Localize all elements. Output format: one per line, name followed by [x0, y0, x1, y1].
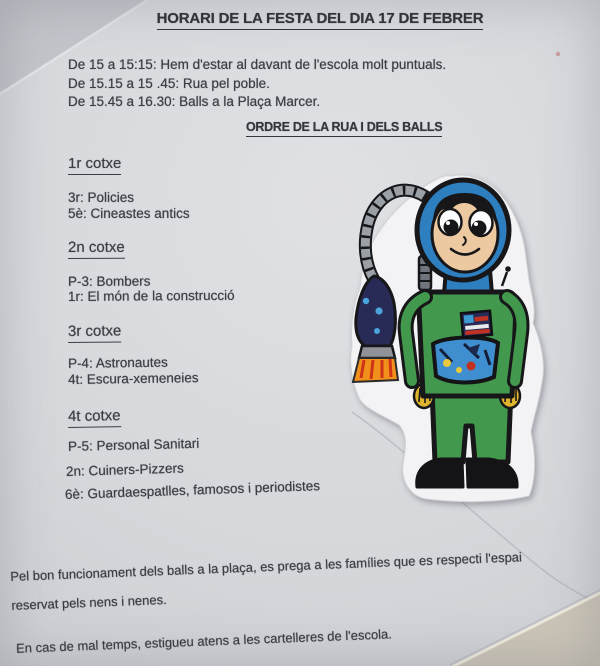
section-heading-text: 2n cotxe	[68, 239, 125, 259]
note-line: Pel bon funcionament dels balls a la plaça, es prega a les famílies que es respecti l'espai	[10, 549, 523, 584]
section-heading-text: 4t cotxe	[68, 407, 121, 428]
section-heading	[68, 322, 122, 340]
footer-notes	[10, 547, 595, 656]
section-item: P-4: Astronautes	[67, 354, 168, 371]
section-item: P-5: Personal Sanitari	[67, 435, 200, 454]
subtitle	[246, 120, 442, 134]
section-heading	[68, 239, 125, 256]
section-item: 1r: El món de la construcció	[67, 287, 235, 304]
section-heading-text: 1r cotxe	[68, 155, 121, 175]
section-item: P-3: Bombers	[67, 273, 151, 289]
section-item: 3r: Policies	[68, 190, 135, 205]
section-item: 2n: Cuiners-Pizzers	[65, 460, 184, 479]
schedule-line: De 15.15 a 15 .45: Rua pel poble.	[68, 76, 270, 91]
page-title	[40, 10, 600, 27]
section-item: 5è: Cineastes antics	[68, 206, 190, 221]
note-line: reservat pels nens i nenes.	[11, 592, 167, 613]
schedule-line: De 15.45 a 16.30: Balls a la Plaça Marcer.	[68, 94, 321, 109]
section-item: 6è: Guardaespatlles, famosos i periodistes	[64, 478, 321, 502]
section-heading	[68, 407, 121, 425]
section-heading-text: 3r cotxe	[68, 322, 122, 343]
page-title-text: HORARI DE LA FESTA DEL DIA 17 DE FEBRER	[157, 10, 484, 30]
subtitle-text: ORDRE DE LA RUA I DELS BALLS	[246, 120, 442, 137]
schedule-line: De 15 a 15:15: Hem d'estar al davant de l'escola molt puntuals.	[68, 57, 447, 72]
section-heading	[68, 155, 121, 172]
section-item: 4t: Escura-xemeneies	[67, 370, 199, 387]
note-line: En cas de mal temps, estigueu atens a les cartelleres de l'escola.	[15, 626, 393, 656]
